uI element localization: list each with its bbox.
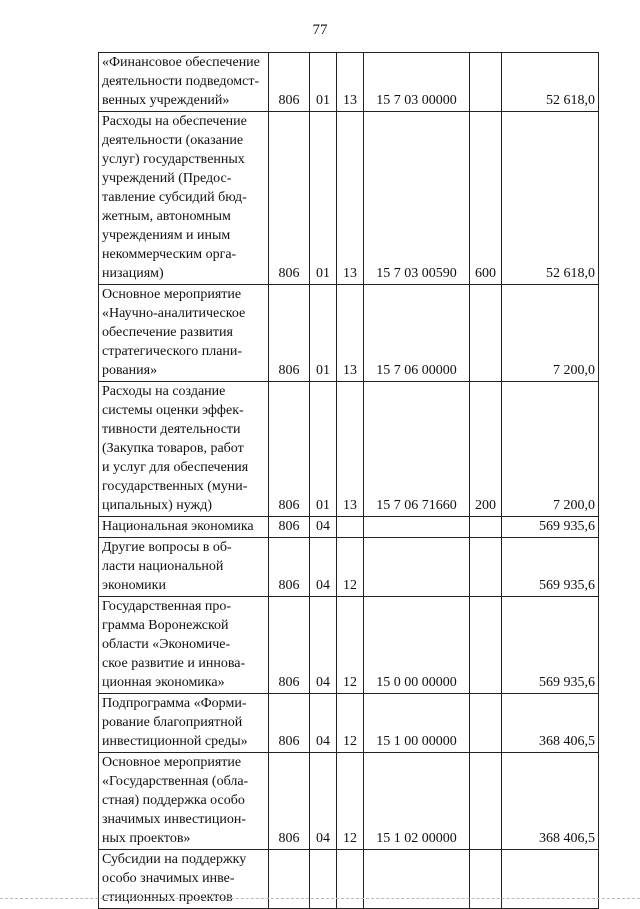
table-row [99,517,599,538]
target-article-cell: 15 1 00 00000 [364,694,470,753]
item-name-cell: Национальная экономика [99,517,269,538]
item-name-cell: Подпрограмма «Форми- рование благоприятной инвестиционной среды» [99,694,269,753]
amount-cell: 52 618,0 [502,53,599,112]
subsection-code-cell: 13 [337,285,364,382]
ministry-code-cell: 806 [269,517,310,538]
subsection-code-cell: 12 [337,538,364,597]
ministry-code-cell: 806 [269,53,310,112]
section-code-cell: 04 [310,517,337,538]
expense-type-cell [470,597,502,694]
target-article-cell: 15 0 00 00000 [364,597,470,694]
subsection-code-cell: 12 [337,753,364,850]
ministry-code-cell: 806 [269,285,310,382]
expense-type-cell [470,538,502,597]
table-row [99,382,599,517]
subsection-code-cell: 12 [337,597,364,694]
subsection-code-cell: 13 [337,382,364,517]
expense-type-cell [470,753,502,850]
amount-cell: 569 935,6 [502,538,599,597]
amount-cell: 368 406,5 [502,694,599,753]
target-article-cell: 15 7 03 00000 [364,53,470,112]
item-name-cell: Расходы на создание системы оценки эффек- тивности деятельности (Закупка товаров, работ и услуг для обеспечения государственных (муни- ципальных) нужд) [99,382,269,517]
section-code-cell: 04 [310,753,337,850]
section-code-cell: 01 [310,112,337,285]
budget-table-body [99,53,599,909]
item-name-cell: Основное мероприятие «Научно-аналитическое обеспечение развития стратегического плани- рования» [99,285,269,382]
amount-cell: 569 935,6 [502,597,599,694]
ministry-code-cell: 806 [269,382,310,517]
target-article-cell [364,517,470,538]
subsection-code-cell: 12 [337,694,364,753]
ministry-code-cell: 806 [269,597,310,694]
ministry-code-cell: 806 [269,112,310,285]
page-number: 77 [312,22,328,38]
expense-type-cell [470,53,502,112]
ministry-code-cell: 806 [269,753,310,850]
table-row [99,694,599,753]
table-row [99,597,599,694]
section-code-cell: 04 [310,597,337,694]
item-name-cell: Субсидии на поддержку особо значимых инве- стиционных проектов [99,850,269,909]
amount-cell: 7 200,0 [502,382,599,517]
target-article-cell: 15 1 02 00000 [364,753,470,850]
page-bottom-edge [0,898,640,900]
expense-type-cell [470,517,502,538]
section-code-cell: 01 [310,382,337,517]
budget-table [98,52,599,909]
expense-type-cell: 600 [470,112,502,285]
section-code-cell: 04 [310,694,337,753]
table-row [99,538,599,597]
table-row [99,53,599,112]
ministry-code-cell: 806 [269,538,310,597]
subsection-code-cell [337,517,364,538]
table-row [99,753,599,850]
expense-type-cell [470,694,502,753]
item-name-cell: «Финансовое обеспечение деятельности подведомст- венных учреждений» [99,53,269,112]
amount-cell: 7 200,0 [502,285,599,382]
subsection-code-cell: 13 [337,112,364,285]
target-article-cell [364,538,470,597]
amount-cell: 368 406,5 [502,753,599,850]
section-code-cell: 01 [310,285,337,382]
table-row [99,112,599,285]
section-code-cell: 01 [310,53,337,112]
target-article-cell: 15 7 06 00000 [364,285,470,382]
target-article-cell: 15 7 06 71660 [364,382,470,517]
item-name-cell: Другие вопросы в об- ласти национальной экономики [99,538,269,597]
ministry-code-cell: 806 [269,694,310,753]
target-article-cell: 15 7 03 00590 [364,112,470,285]
amount-cell: 569 935,6 [502,517,599,538]
expense-type-cell: 200 [470,382,502,517]
expense-type-cell [470,285,502,382]
item-name-cell: Расходы на обеспечение деятельности (оказание услуг) государственных учреждений (Предос- тавление субсидий бюд- жетным, автономным учреждениям и иным некоммерческим орга- низациям) [99,112,269,285]
item-name-cell: Основное мероприятие «Государственная (обла- стная) поддержка особо значимых инвестицион- ных проектов» [99,753,269,850]
amount-cell: 52 618,0 [502,112,599,285]
item-name-cell: Государственная про- грамма Воронежской области «Экономиче- ское развитие и иннова- ционная экономика» [99,597,269,694]
section-code-cell: 04 [310,538,337,597]
subsection-code-cell: 13 [337,53,364,112]
table-row [99,285,599,382]
